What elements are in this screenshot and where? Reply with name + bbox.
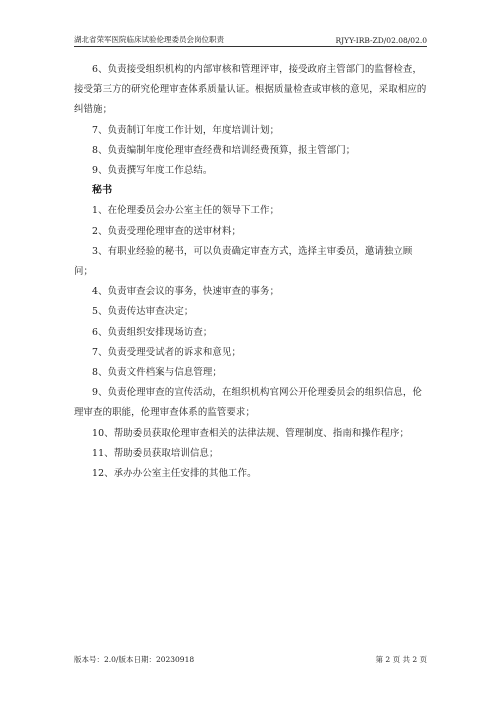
list-item: 12、承办办公室主任安排的其他工作。: [92, 468, 257, 480]
list-item: 3、有职业经验的秘书，可以负责确定审查方式，选择主审委员，邀请独立顾问；: [74, 245, 413, 278]
list-item: 11、帮助委员获取培训信息；: [92, 447, 219, 459]
section-heading-secretary: 秘书: [92, 185, 113, 197]
footer-version: 版本号：2.0/版本日期：20230918: [74, 655, 195, 664]
paragraph: 8、负责编制年度伦理审查经费和培训经费预算，报主管部门；: [92, 144, 356, 156]
paragraph: 9、负责撰写年度工作总结。: [92, 165, 213, 177]
list-item: 9、负责伦理审查的宣传活动，在组织机构官网公开伦理委员会的组织信息，伦理审查的职能，伦理审查体系的监管要求；: [74, 387, 422, 419]
footer-page-number: 第 2 页 共 2 页: [375, 655, 427, 664]
list-item: 5、负责传达审查决定；: [92, 306, 194, 318]
list-item: 10、帮助委员获取伦理审查相关的法律法规、管理制度、指南和操作程序；: [92, 427, 410, 439]
header-divider: [74, 46, 427, 47]
list-item: 1、在伦理委员会办公室主任的领导下工作；: [92, 205, 280, 217]
page-header: [74, 31, 427, 45]
list-item: 2、负责受理伦理审查的送审材料；: [92, 225, 241, 237]
list-item: 6、负责组织安排现场访查；: [92, 326, 213, 338]
list-item: 7、负责受理受试者的诉求和意见；: [92, 346, 241, 358]
paragraph: 6、负责接受组织机构的内部审核和管理评审，接受政府主管部门的监督检查，接受第三方的研究伦理审查体系质量认证。根据质量检查或审核的意见，采取相应的纠错施；: [74, 64, 427, 116]
header-doc-code: RJYY-IRB-ZD/02.08/02.0: [335, 36, 427, 45]
list-item: 4、负责审查会议的事务，快速审查的事务；: [92, 286, 280, 298]
list-item: 8、负责文件档案与信息管理；: [92, 367, 222, 379]
page-footer: [74, 654, 427, 665]
paragraph: 7、负责制订年度工作计划，年度培训计划；: [92, 124, 280, 136]
document-body: [74, 60, 427, 484]
header-title: 湖北省荣军医院临床试验伦理委员会岗位职责: [74, 35, 224, 44]
